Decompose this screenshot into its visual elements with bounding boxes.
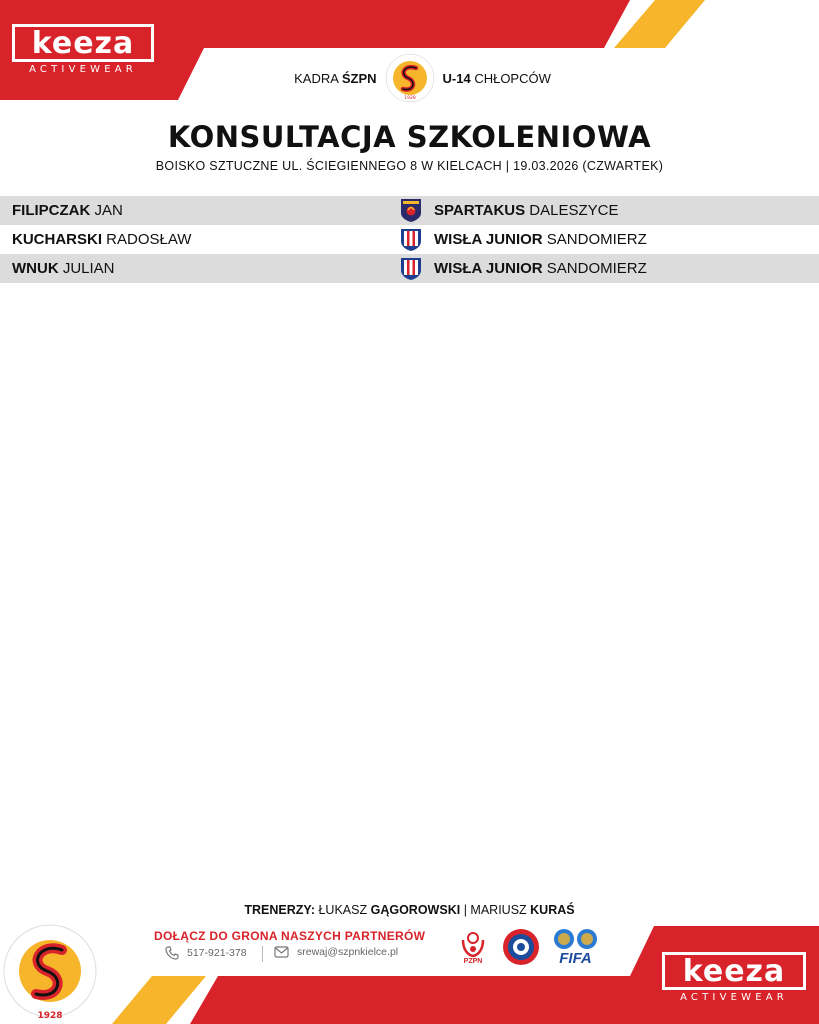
- spartakus-crest-icon: [399, 198, 423, 223]
- page-subtitle: BOISKO SZTUCZNE UL. ŚCIEGIENNEGO 8 W KIELCACH | 19.03.2026 (CZWARTEK): [155, 159, 664, 173]
- wisla-junior-crest-icon: [399, 227, 423, 252]
- age-group: U-14: [442, 70, 471, 86]
- roster-row: [0, 196, 819, 225]
- keeza-logo-bottom[interactable]: [662, 952, 806, 1003]
- kadra-org: ŚZPN: [341, 70, 377, 86]
- kadra-header: [0, 52, 819, 104]
- club-name: WISŁA JUNIOR SANDOMIERZ: [434, 260, 647, 277]
- player-name: WNUK JULIAN: [12, 260, 115, 277]
- pzpn-logo[interactable]: PZPN: [458, 928, 488, 970]
- roster-row: [0, 225, 819, 254]
- pzpn-eagle-icon: [458, 928, 488, 958]
- player-name: KUCHARSKI RADOSŁAW: [12, 231, 192, 248]
- roster-table: [0, 196, 819, 283]
- keeza-logo-text: keeza: [12, 24, 154, 62]
- page-title: KONSULTACJA SZKOLENIOWA: [167, 120, 652, 154]
- svg-text:1928: 1928: [403, 96, 416, 101]
- keeza-logo-sub: ACTIVEWEAR: [29, 64, 137, 75]
- trainers-line: TRENERZY: ŁUKASZ GĄGOROWSKI | MARIUSZ KURAŚ: [244, 903, 575, 917]
- roster-row: [0, 254, 819, 283]
- szpn-emblem-icon: [385, 53, 435, 103]
- fifa-logo[interactable]: FIFA: [553, 928, 598, 970]
- keeza-logo-sub: ACTIVEWEAR: [680, 992, 788, 1003]
- svg-text:1928: 1928: [37, 1011, 63, 1021]
- age-group-label: U-14 CHŁOPCÓW: [442, 70, 551, 86]
- mail-icon: [274, 946, 289, 958]
- uefa-logo-icon[interactable]: [502, 928, 540, 966]
- szpn-emblem-large-icon: [2, 918, 98, 1024]
- keeza-logo-text: keeza: [662, 952, 806, 990]
- fifa-globes-icon: [553, 928, 598, 950]
- club-name: WISŁA JUNIOR SANDOMIERZ: [434, 231, 647, 248]
- phone-contact[interactable]: 517-921-378: [165, 946, 247, 960]
- email-contact[interactable]: srewaj@szpnkielce.pl: [274, 946, 398, 958]
- club-name: SPARTAKUS DALESZYCE: [434, 202, 619, 219]
- wisla-junior-crest-icon: [399, 256, 423, 281]
- phone-icon: [165, 946, 179, 960]
- contact-divider: [262, 946, 263, 962]
- kadra-label: KADRA ŚZPN: [294, 70, 377, 86]
- partners-title: DOŁĄCZ DO GRONA NASZYCH PARTNERÓW: [154, 929, 426, 943]
- player-name: FILIPCZAK JAN: [12, 202, 123, 219]
